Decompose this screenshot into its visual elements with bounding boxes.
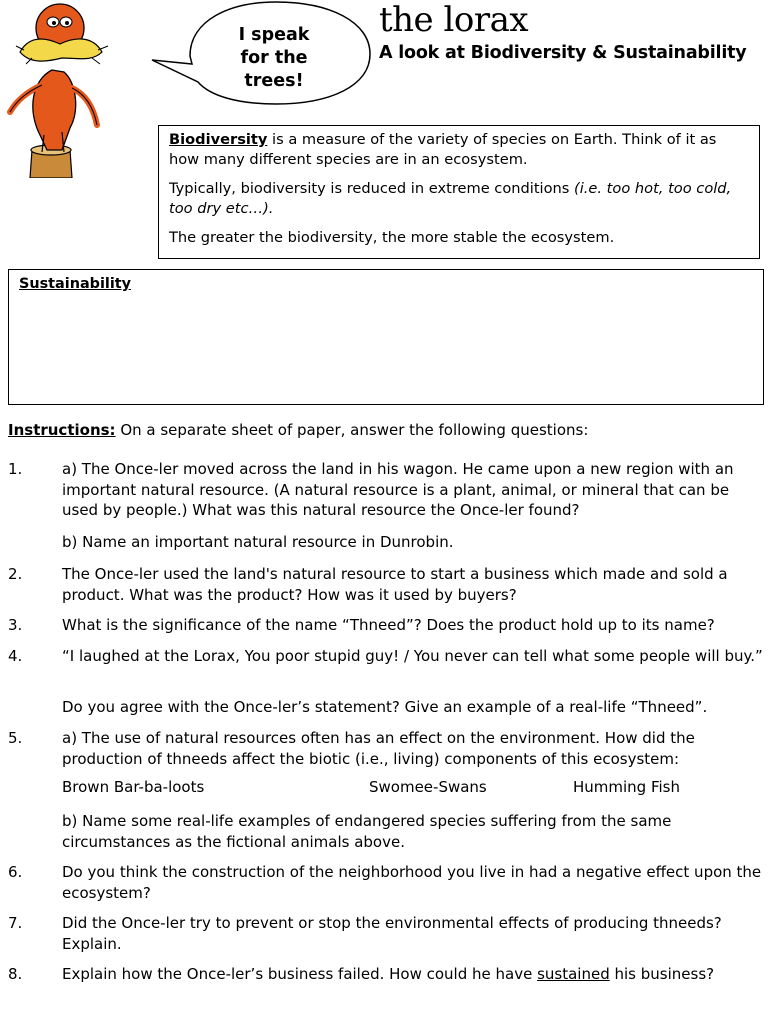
- question-text: [62, 964, 763, 985]
- question-number: 7.: [8, 914, 23, 932]
- instructions-text: On a separate sheet of paper, answer the following questions:: [115, 421, 589, 439]
- question-6: [8, 862, 763, 903]
- question-text: “I laughed at the Lorax, You poor stupid guy! / You never can tell what some people will buy.”: [62, 647, 763, 665]
- speech-bubble-text: [210, 24, 338, 93]
- question-2: [8, 564, 763, 605]
- bubble-line-1: I speak: [238, 25, 310, 45]
- question-5b: [8, 811, 763, 852]
- animal-item: Humming Fish: [573, 778, 680, 796]
- question-text: Do you agree with the Once-ler’s statement? Give an example of a real-life “Thneed”.: [62, 698, 708, 716]
- biodiversity-term: Biodiversity: [169, 131, 268, 148]
- question-3: [8, 615, 763, 636]
- question-text-before: Explain how the Once-ler’s business failed. How could he have: [62, 965, 538, 983]
- biodiversity-definition: [169, 130, 749, 170]
- animal-item: Swomee-Swans: [369, 778, 487, 796]
- animal-item: Brown Bar-ba-loots: [62, 778, 205, 796]
- question-4: [8, 646, 763, 667]
- biodiversity-reduced-text: Typically, biodiversity is reduced in extreme conditions: [169, 180, 575, 197]
- page-subtitle: A look at Biodiversity & Sustainability: [379, 43, 747, 63]
- biodiversity-reduced-examples: (i.e. too hot, too cold, too dry etc…).: [169, 180, 732, 217]
- instructions: [8, 421, 588, 439]
- question-1b: [8, 532, 763, 553]
- biodiversity-box: [158, 125, 760, 259]
- question-text: a) The Once-ler moved across the land in his wagon. He came upon a new region with an important natural resource. (A natural resource is a plant, animal, or mineral that can be used by people.) What was this natural resource the Once-ler found?: [62, 460, 734, 519]
- lorax-illustration: [2, 0, 152, 178]
- question-7: [8, 913, 763, 954]
- question-text: The Once-ler used the land's natural resource to start a business which made and sold a product. What was the product? How was it used by buyers?: [62, 565, 728, 604]
- question-number: 6.: [8, 863, 23, 881]
- question-5a: [8, 728, 763, 769]
- question-number: 2.: [8, 565, 23, 583]
- question-number: 8.: [8, 965, 23, 983]
- question-4-followup: [8, 697, 763, 718]
- sustained-word: sustained: [537, 965, 610, 983]
- question-text: a) The use of natural resources often has an effect on the environment. How did the production of thneeds affect the biotic (i.e., living) components of this ecosystem:: [62, 729, 695, 768]
- question-text: b) Name an important natural resource in Dunrobin.: [62, 533, 454, 551]
- sustainability-box: [8, 269, 764, 405]
- biodiversity-stability: The greater the biodiversity, the more stable the ecosystem.: [169, 229, 615, 246]
- question-number: 1.: [8, 460, 23, 478]
- question-1a: [8, 459, 763, 521]
- question-number: 4.: [8, 647, 23, 665]
- question-text: Did the Once-ler try to prevent or stop the environmental effects of producing thneeds? Explain.: [62, 914, 722, 953]
- question-text: What is the significance of the name “Thneed”? Does the product hold up to its name?: [62, 616, 715, 634]
- animal-list: [62, 778, 762, 800]
- question-8: [8, 964, 763, 985]
- bubble-line-3: trees!: [244, 71, 304, 91]
- question-text: Do you think the construction of the neighborhood you live in had a negative effect upon the ecosystem?: [62, 863, 762, 902]
- page-title: the lorax: [379, 0, 529, 40]
- biodiversity-definition-text: is a measure of the variety of species on Earth. Think of it as how many different species are in an ecosystem.: [169, 131, 717, 168]
- bubble-line-2: for the: [240, 48, 308, 68]
- sustainability-label: Sustainability: [19, 276, 132, 292]
- biodiversity-reduced: [169, 179, 749, 219]
- instructions-label: Instructions:: [8, 421, 116, 439]
- question-text: b) Name some real-life examples of endangered species suffering from the same circumstances as the fictional animals above.: [62, 812, 672, 851]
- question-number: 3.: [8, 616, 23, 634]
- question-text-after: his business?: [609, 965, 715, 983]
- question-number: 5.: [8, 729, 23, 747]
